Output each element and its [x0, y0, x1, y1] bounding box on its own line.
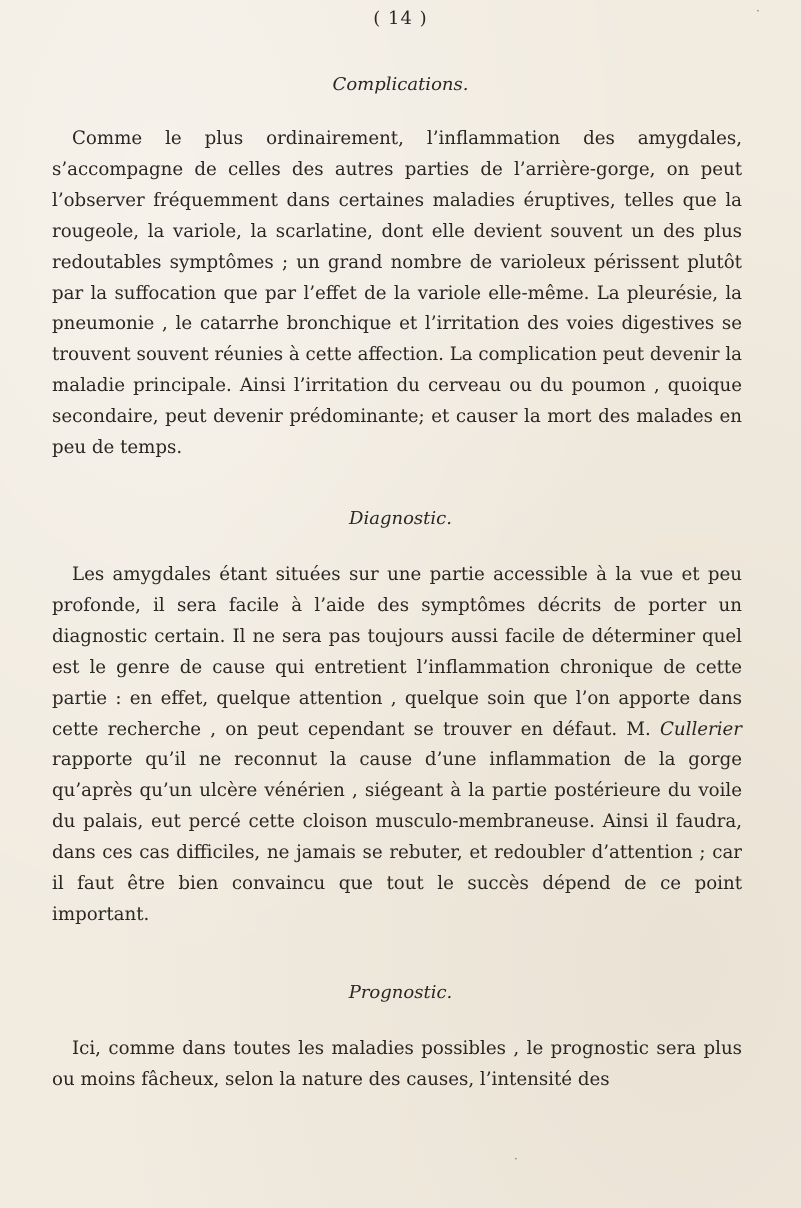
heading-complications: Complications.: [332, 74, 469, 95]
paragraph-prognostic: Ici, comme dans toutes les maladies possibles , le prognostic sera plus ou moins fâcheux, selon la nature des causes, l’intensité des: [52, 1038, 742, 1090]
paragraph-complications: Comme le plus ordinairement, l’inflammation des amygdales, s’accompagne de celles des autres parties de l’arrière-gorge, on peut l’observer fréquemment dans certaines maladies éruptives, telles que la rougeole, la variole, la scarlatine, dont elle devient souvent un des plus redoutables symptômes ; un grand nombre de varioleux périssent plutôt par la suffocation que par l’effet de la variole elle-même. La pleurésie, la pneumonie , le catarrhe bronchique et l’irritation des voies digestives se trouvent souvent réunies à cette affection. La complication peut devenir la maladie principale. Ainsi l’irritation du cerveau ou du poumon , quoique secondaire, peut devenir prédominante; et causer la mort des malades en peu de temps.: [52, 128, 743, 459]
paper-speck: ·: [514, 1152, 518, 1166]
paragraph-diagnostic-text-1: Les amygdales étant situées sur une partie accessible à la vue et peu profonde, il sera facile à l’aide des symptômes décrits de porter un diagnostic certain. Il ne sera pas toujours aussi facile de déterminer quel est le genre de cause qui entretient l’inflammation chronique de cette partie : en effet, quelque attention , quelque soin que l’on apporte dans cette recherche , on peut cependant se trouver en défaut. M.: [52, 564, 742, 740]
heading-diagnostic: Diagnostic.: [349, 508, 452, 529]
paper-speck: ·: [756, 4, 760, 18]
paragraph-diagnostic: [52, 560, 742, 931]
author-name: Cullerier: [660, 718, 742, 740]
page-number: ( 14 ): [373, 8, 428, 29]
paragraph-diagnostic-text-2: rapporte qu’il ne reconnut la cause d’une inflammation de la gorge qu’après qu’un ulcère vénérien , siégeant à la partie postérieure du voile du palais, eut percé cette cloison musculo-membraneuse. Ainsi il faudra, dans ces cas difficiles, ne jamais se rebuter, et redoubler d’attention ; car il faut être bien convaincu que tout le succès dépend de ce point important.: [52, 749, 742, 925]
heading-prognostic: Prognostic.: [348, 982, 453, 1003]
